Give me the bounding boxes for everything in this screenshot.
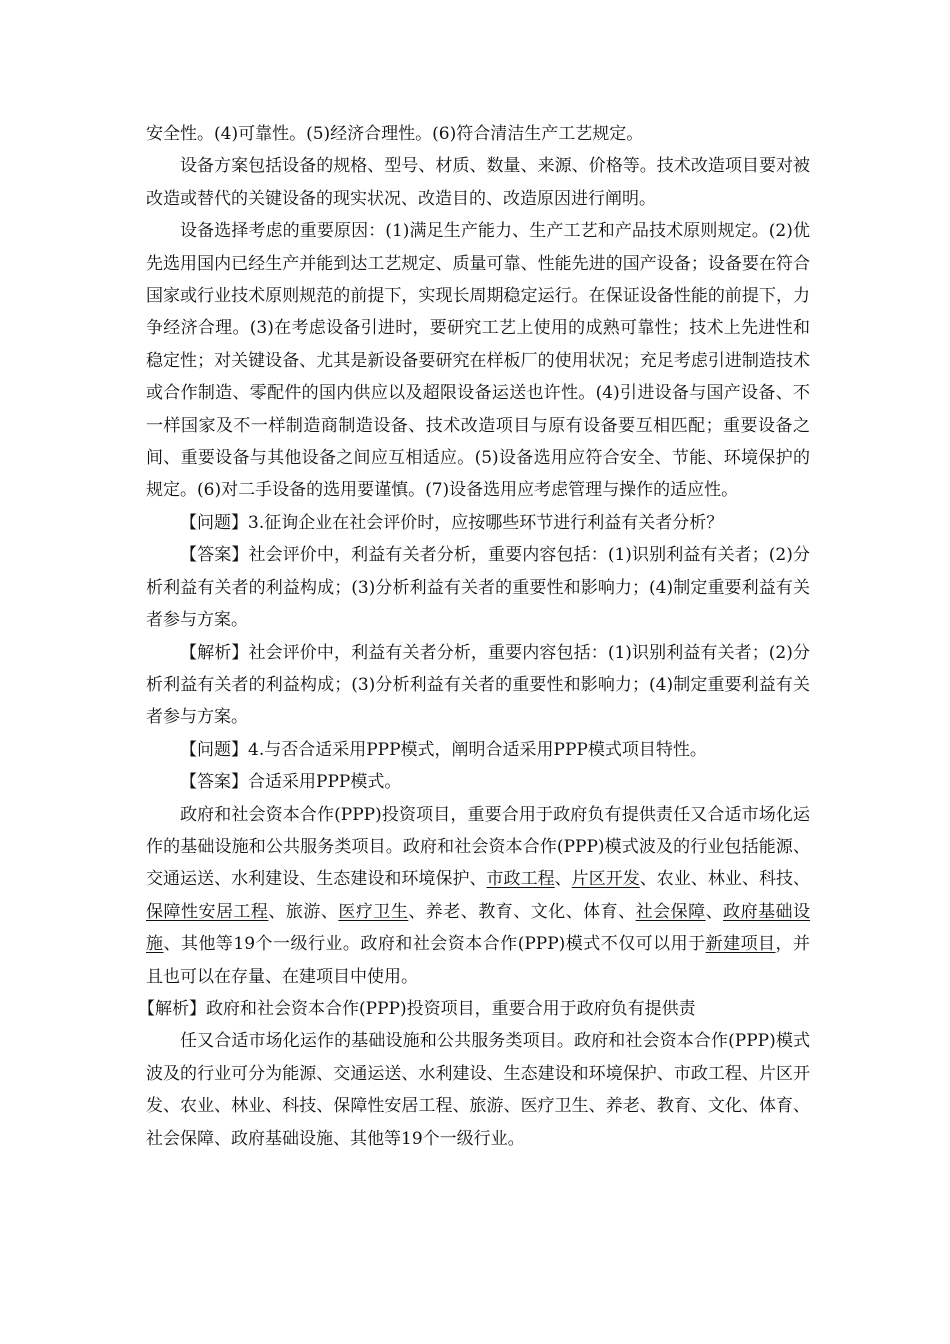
link-municipal-engineering[interactable]: 市政工程: [486, 869, 555, 890]
paragraph-2: 设备方案包括设备的规格、型号、材质、数量、来源、价格等。技术改造项目要对被改造或替代的关键设备的现实状况、改造目的、改造原因进行阐明。: [146, 156, 810, 209]
ppp-text-4: 、旅游、: [268, 901, 339, 922]
link-medical-health[interactable]: 医疗卫生: [338, 901, 409, 922]
answer-3: 【答案】社会评价中，利益有关者分析，重要内容包括：(1)识别利益有关者；(2)分析利益有关者的利益构成；(3)分析利益有关者的重要性和影响力；(4)制定重要利益有关者参与方案。: [146, 545, 810, 631]
link-affordable-housing[interactable]: 保障性安居工程: [146, 901, 269, 922]
ppp-text-1: 政府和社会资本合作(PPP)投资项目，重要合用于政府负有提供责任又合适市场化运作的基础设施和公共服务类项目。政府和社会资本合作(PPP)模式波及的行业包括能源、交通运送、水利建设、生态建设和环境保护、: [146, 804, 810, 890]
analysis-4-heading-line: 【解析】政府和社会资本合作(PPP)投资项目，重要合用于政府负有提供责: [138, 998, 696, 1019]
ppp-text-5: 、养老、教育、文化、体育、: [408, 901, 636, 922]
link-district-development[interactable]: 片区开发: [571, 869, 640, 890]
link-new-projects[interactable]: 新建项目: [705, 934, 776, 955]
answer-4: 【答案】合适采用PPP模式。: [180, 772, 402, 793]
ppp-text-3: 、农业、林业、科技、: [639, 869, 811, 890]
link-social-security[interactable]: 社会保障: [635, 901, 706, 922]
analysis-4-body: 任又合适市场化运作的基础设施和公共服务类项目。政府和社会资本合作(PPP)模式波及的行业可分为能源、交通运送、水利建设、生态建设和环境保护、市政工程、片区开发、农业、林业、科技、保障性安居工程、旅游、医疗卫生、养老、教育、文化、体育、社会保障、政府基础设施、其他等19个一级行业。: [146, 1031, 810, 1149]
ppp-text-6: 、: [705, 901, 724, 922]
analysis-3: 【解析】社会评价中，利益有关者分析，重要内容包括：(1)识别利益有关者；(2)分析利益有关者的利益构成；(3)分析利益有关者的重要性和影响力；(4)制定重要利益有关者参与方案。: [146, 642, 810, 728]
link-government-infrastructure[interactable]: 政府基础设施: [146, 901, 811, 955]
question-4: 【问题】4.与否合适采用PPP模式，阐明合适采用PPP模式项目特性。: [180, 739, 707, 760]
ppp-paragraph: [146, 799, 810, 993]
ppp-text-7: 、其他等19个一级行业。政府和社会资本合作(PPP)模式不仅可以用于: [163, 934, 706, 955]
ppp-text-2: 、: [554, 869, 572, 890]
question-3: 【问题】3.征询企业在社会评价时，应按哪些环节进行利益有关者分析？: [180, 512, 724, 533]
paragraph-3: 设备选择考虑的重要原因：(1)满足生产能力、生产工艺和产品技术原则规定。(2)优先选用国内已经生产并能到达工艺规定、质量可靠、性能先进的国产设备；设备要在符合国家或行业技术原则规范的前提下，实现长周期稳定运行。在保证设备性能的前提下，力争经济合理。(3)在考虑设备引进时，要研究工艺上使用的成熟可靠性；技术上先进性和稳定性；对关键设备、尤其是新设备要研究在样板厂的使用状况；充足考虑引进制造技术或合作制造、零配件的国内供应以及超限设备运送也许性。(4)引进设备与国产设备、不一样国家及不一样制造商制造设备、技术改造项目与原有设备要互相匹配；重要设备之间、重要设备与其他设备之间应互相适应。(5)设备选用应符合安全、节能、环境保护的规定。(6)对二手设备的选用要谨慎。(7)设备选用应考虑管理与操作的适应性。: [146, 221, 810, 501]
ppp-text-8: ，并且也可以在存量、在建项目中使用。: [146, 934, 811, 987]
paragraph-1: 安全性。(4)可靠性。(5)经济合理性。(6)符合清洁生产工艺规定。: [146, 124, 644, 144]
document-page: [138, 118, 811, 1155]
